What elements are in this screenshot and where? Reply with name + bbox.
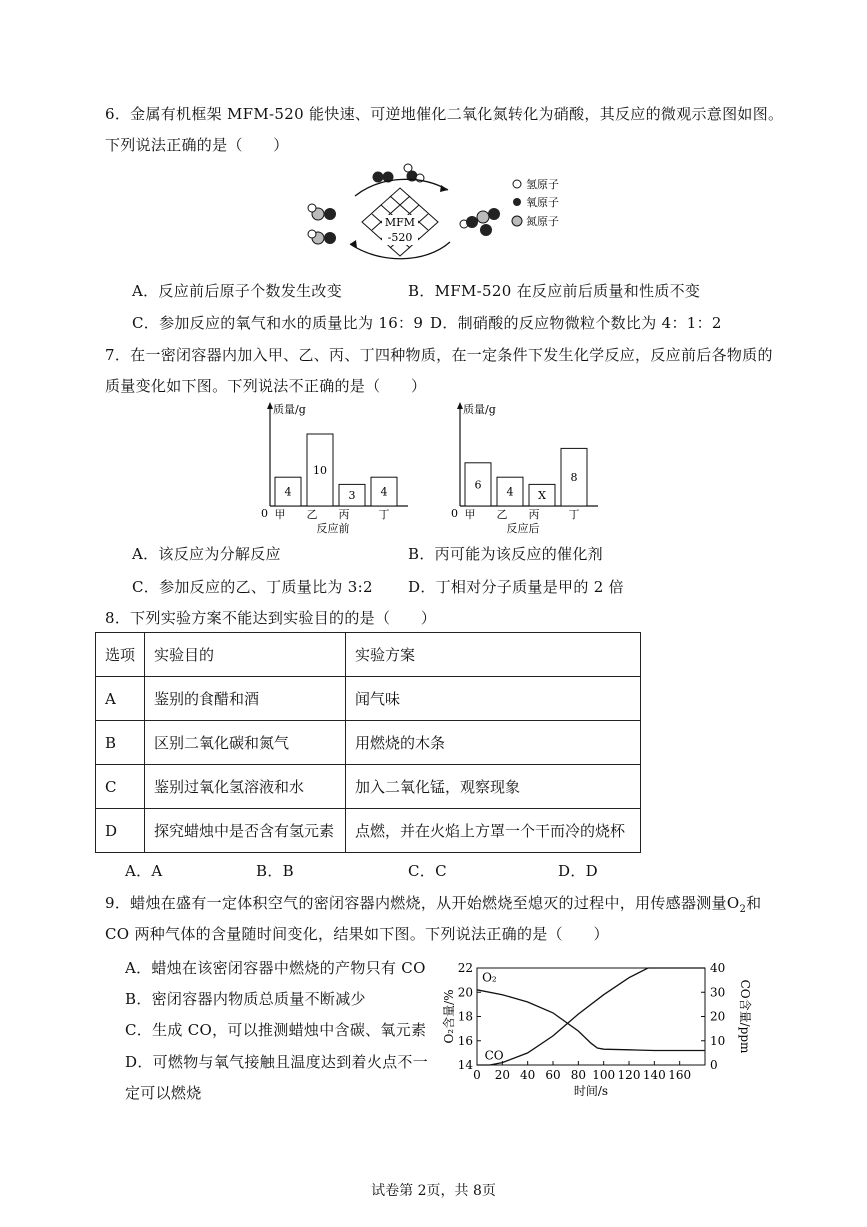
origin-label: 0 [451,507,458,520]
q9-stem-line1: 9．蜡烛在盛有一定体积空气的密闭容器内燃烧，从开始燃烧至熄灭的过程中，用传感器测量$O_2$和 [105,894,762,915]
x-tick-label: 60 [545,1068,561,1082]
nitrogen-atom-icon [512,216,522,226]
table-cell: 区别二氧化碳和氮气 [145,721,346,765]
q8-option-c[interactable]: C．C [408,862,447,880]
y-right-tick-label: 10 [710,1033,726,1048]
q6-option-c[interactable]: C．参加反应的氧气和水的质量比为 16：9 [132,314,424,332]
bar-value-label: 4 [284,485,292,499]
q9-option-a[interactable]: A．蜡烛在该密闭容器中燃烧的产物只有 CO [125,959,426,977]
x-axis-label: 时间/s [573,1084,609,1098]
category-label: 丁 [378,508,390,521]
x-tick-label: 140 [642,1068,666,1082]
x-tick-label: 80 [570,1068,586,1082]
table-cell: 探究蜡烛中是否含有氢元素 [145,809,346,853]
mfm-label-2: -520 [387,231,413,244]
table-cell: 闻气味 [346,677,641,721]
bar-chart-before [258,398,418,538]
q9-stem-line2: CO 两种气体的含量随时间变化，结果如下图。下列说法正确的是（ ） [105,925,609,943]
q8-option-d[interactable]: D．D [558,862,598,880]
category-label: 丁 [568,508,580,521]
q6-option-b[interactable]: B．MFM-520 在反应前后质量和性质不变 [408,282,701,300]
table-row [96,809,641,853]
bar-value-label: 4 [380,485,388,499]
q9-option-b[interactable]: B．密闭容器内物质总质量不断减少 [125,990,366,1008]
y-right-tick-label: 30 [710,985,726,1000]
y-axis-label: 质量/g [463,403,496,416]
y-right-axis-label: CO含量/ppm [738,979,752,1054]
y-left-tick-label: 18 [457,1009,473,1024]
x-axis-label: 反应前 [316,522,350,535]
table-cell: 用燃烧的木条 [346,721,641,765]
table-row [96,721,641,765]
bar-value-label: 10 [313,464,327,477]
oxygen-atom-icon [513,198,521,206]
o2-co-line-chart [435,952,765,1104]
bar-value-label: 6 [474,478,482,492]
bar-value-label: 4 [506,485,514,499]
table-header-cell: 选项 [96,633,145,677]
category-label: 丙 [528,508,540,521]
table-row [96,765,641,809]
y-right-tick-label: 40 [710,961,726,975]
y-left-axis-label: O₂含量/% [442,989,456,1044]
legend-nitrogen: 氮原子 [526,215,559,228]
q9-option-c[interactable]: C．生成 CO，可以推测蜡烛中含碳、氧元素 [125,1021,427,1039]
q9-option-d[interactable]: D．可燃物与氧气接触且温度达到着火点不一 [125,1053,429,1071]
y-left-tick-label: 16 [457,1033,473,1048]
x-tick-label: 120 [617,1068,641,1082]
q6-option-a[interactable]: A．反应前后原子个数发生改变 [132,282,343,300]
reactant-molecules [308,204,336,244]
cycle-arrow-top [355,179,448,196]
table-header-cell: 实验目的 [145,633,346,677]
q7-option-a[interactable]: A．该反应为分解反应 [132,545,281,563]
y-left-tick-label: 22 [457,961,473,975]
table-cell: A [96,677,145,721]
bar-value-label: 8 [570,471,578,485]
table-cell: 加入二氧化锰，观察现象 [346,765,641,809]
mfm-label-1: MFM [384,216,416,229]
hydrogen-atom-icon [513,180,521,188]
table-header-cell: 实验方案 [346,633,641,677]
q8-option-a[interactable]: A．A [125,862,163,880]
table-cell: 鉴别过氧化氢溶液和水 [145,765,346,809]
x-tick-label: 100 [592,1068,616,1082]
category-label: 乙 [306,508,318,521]
x-tick-label: 40 [520,1068,536,1082]
q6-stem-line2: 下列说法正确的是（ ） [105,136,289,154]
q6-stem-line1: 6．金属有机框架 MFM-520 能快速、可逆地催化二氧化氮转化为硝酸，其反应的微观示意图如图。 [105,105,784,123]
y-axis-label: 质量/g [273,403,306,416]
x-axis-label: 反应后 [506,522,540,535]
category-label: 甲 [464,508,476,521]
y-right-tick-label: 0 [710,1058,718,1072]
bar-chart-after [448,398,608,538]
q8-stem: 8．下列实验方案不能达到实验目的的是（ ） [105,609,437,627]
q9-stem-line1-text: 9．蜡烛在盛有一定体积空气的密闭容器内燃烧，从开始燃烧至熄灭的过程中，用传感器测量O [105,894,740,912]
bar-value-label: 3 [348,489,356,503]
q6-reaction-diagram [300,160,600,268]
y-left-tick-label: 14 [457,1058,473,1072]
q7-option-c[interactable]: C．参加反应的乙、丁质量比为 3:2 [132,578,373,596]
y-right-tick-label: 20 [710,1009,726,1024]
category-label: 丙 [338,508,350,521]
table-cell: 点燃，并在火焰上方罩一个干而冷的烧杯 [346,809,641,853]
table-cell: C [96,765,145,809]
q8-option-b[interactable]: B．B [256,862,294,880]
x-tick-label: 0 [473,1068,481,1082]
q7-stem-line1: 7．在一密闭容器内加入甲、乙、丙、丁四种物质，在一定条件下发生化学反应，反应前后各物质的 [105,346,773,364]
legend-hydrogen: 氢原子 [526,178,559,191]
q6-option-d[interactable]: D．制硝酸的反应物微粒个数比为 4：1：2 [430,314,722,332]
x-tick-label: 20 [494,1068,510,1082]
q7-stem-line2: 质量变化如下图。下列说法不正确的是（ ） [105,377,427,395]
q9-option-d-cont: 定可以燃烧 [125,1084,202,1102]
table-header-row [96,633,641,677]
origin-label: 0 [261,507,268,520]
q9-stem-line1-end: 和 [746,894,762,912]
legend-oxygen: 氧原子 [526,196,559,209]
y-left-tick-label: 20 [457,985,473,1000]
q7-option-d[interactable]: D．丁相对分子质量是甲的 2 倍 [408,578,624,596]
table-cell: B [96,721,145,765]
product-molecule [460,208,500,236]
co-series-label: CO [484,1048,504,1063]
bar-value-label: X [538,489,546,503]
atom-legend [512,177,559,228]
table-row [96,677,641,721]
x-tick-label: 160 [668,1068,692,1082]
table-cell: 鉴别的食醋和酒 [145,677,346,721]
o2-series-label: O₂ [482,970,497,985]
page-footer: 试卷第 2页，共 8页 [371,1183,496,1199]
q7-option-b[interactable]: B．丙可能为该反应的催化剂 [408,545,603,563]
category-label: 甲 [274,508,286,521]
o2-series-line [477,990,705,1051]
category-label: 乙 [496,508,508,521]
table-cell: D [96,809,145,853]
q8-table [95,632,641,853]
